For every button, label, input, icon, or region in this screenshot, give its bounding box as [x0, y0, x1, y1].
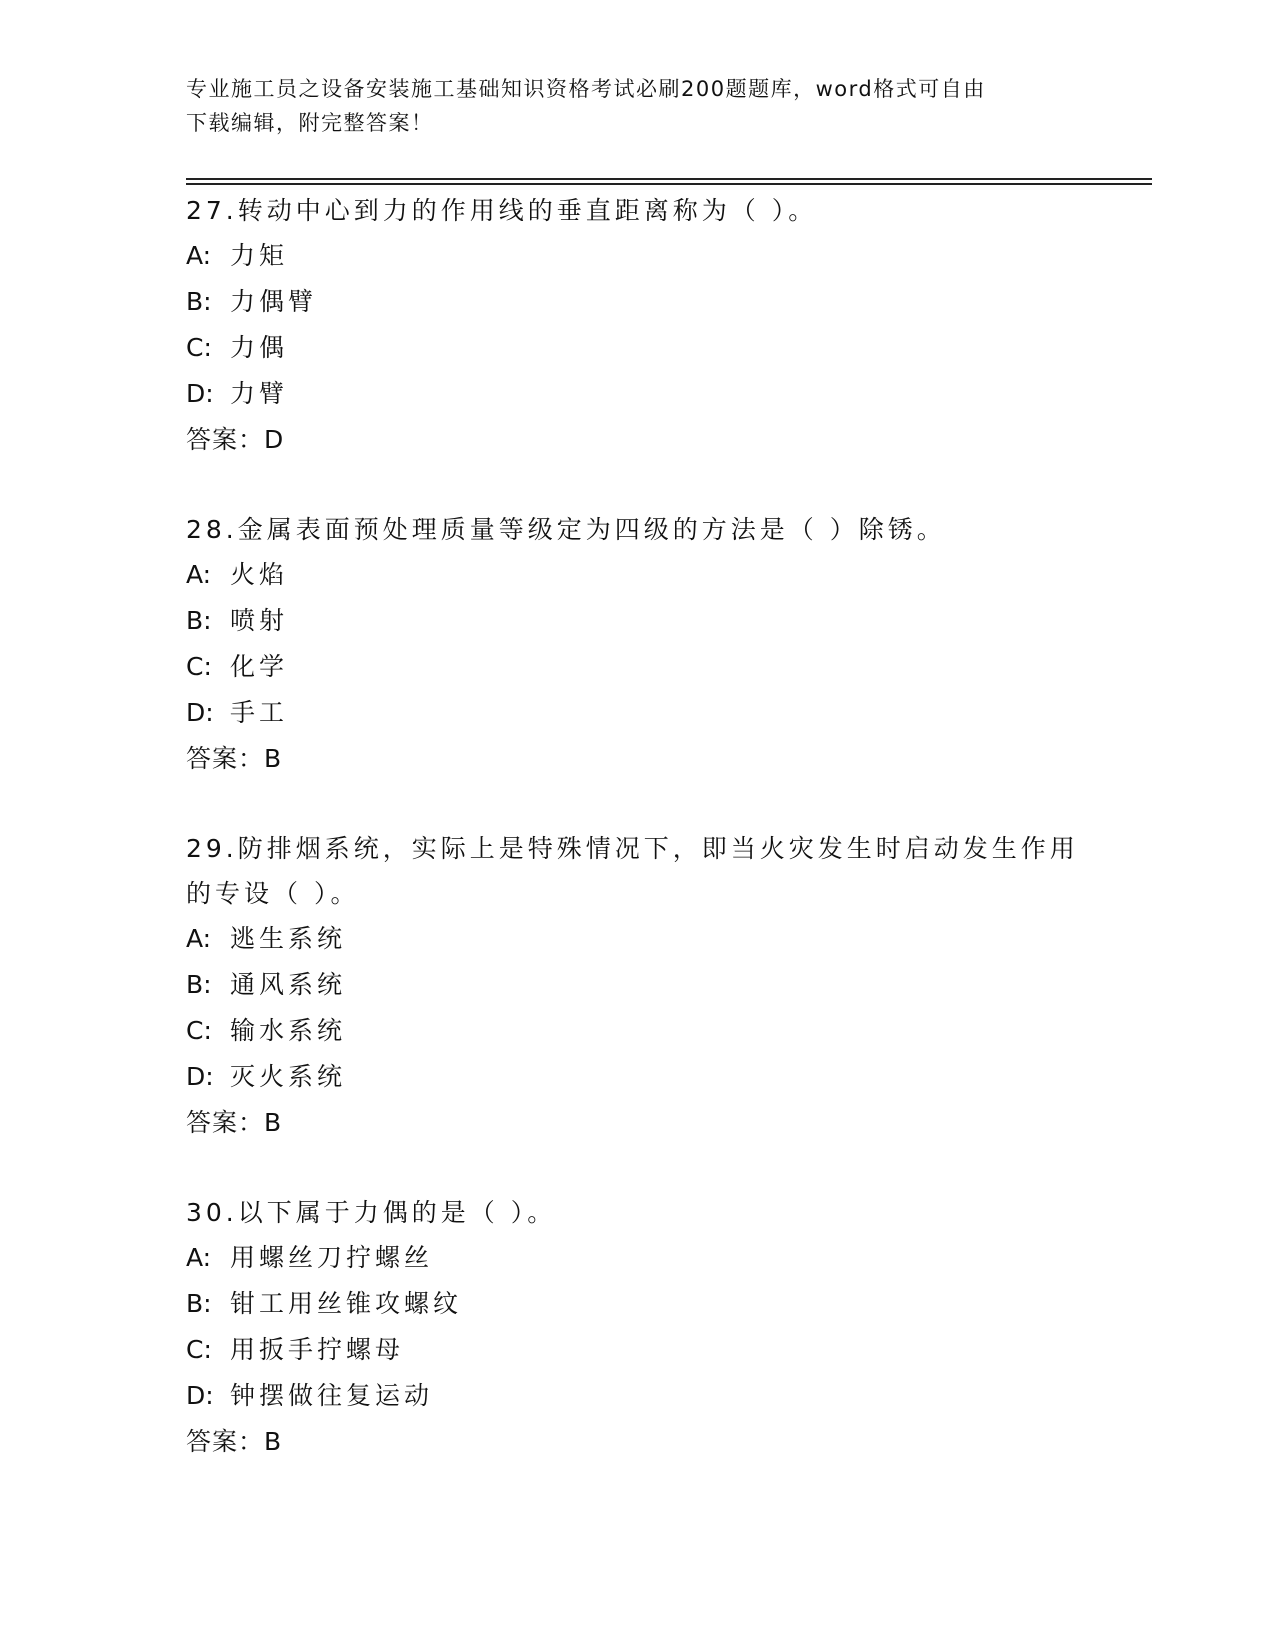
- answer-line: 答案：D: [186, 425, 285, 454]
- question-29: [186, 826, 1086, 1146]
- option-key: B:: [186, 287, 212, 316]
- option-text: 力偶臂: [230, 287, 318, 316]
- document-header: [186, 72, 1086, 140]
- option-text: 力矩: [230, 241, 289, 270]
- option-d: [186, 690, 1086, 736]
- option-key: C:: [186, 1335, 212, 1364]
- option-d: [186, 371, 1086, 417]
- option-b: [186, 279, 1086, 325]
- option-d: [186, 1373, 1086, 1419]
- option-c: [186, 325, 1086, 371]
- option-key: A:: [186, 241, 212, 270]
- option-b: [186, 962, 1086, 1008]
- option-text: 手工: [230, 698, 289, 727]
- question-text-continued: 的专设（ ）。: [186, 879, 360, 908]
- question-text: 27.转动中心到力的作用线的垂直距离称为（ ）。: [186, 196, 818, 225]
- header-divider-bottom: [186, 183, 1152, 185]
- option-key: C:: [186, 333, 212, 362]
- header-line-1: 专业施工员之设备安装施工基础知识资格考试必刷200题题库，word格式可自由: [186, 77, 986, 101]
- option-b: [186, 1281, 1086, 1327]
- header-divider-top: [186, 178, 1152, 180]
- header-line-2: 下载编辑，附完整答案！: [186, 111, 434, 135]
- option-key: D:: [186, 1381, 214, 1410]
- option-key: D:: [186, 379, 214, 408]
- option-key: A:: [186, 1243, 212, 1272]
- option-text: 钟摆做往复运动: [230, 1381, 434, 1410]
- option-text: 灭火系统: [230, 1062, 347, 1091]
- option-c: [186, 1327, 1086, 1373]
- answer-line: 答案：B: [186, 744, 283, 773]
- option-text: 用螺丝刀拧螺丝: [230, 1243, 434, 1272]
- answer-line: 答案：B: [186, 1108, 283, 1137]
- option-text: 力偶: [230, 333, 289, 362]
- option-key: A:: [186, 560, 212, 589]
- option-key: C:: [186, 1016, 212, 1045]
- question-text: 29.防排烟系统，实际上是特殊情况下，即当火灾发生时启动发生作用: [186, 834, 1079, 863]
- option-key: B:: [186, 1289, 212, 1318]
- option-text: 用扳手拧螺母: [230, 1335, 405, 1364]
- option-b: [186, 598, 1086, 644]
- answer-line: 答案：B: [186, 1427, 283, 1456]
- question-text: 30.以下属于力偶的是（ ）。: [186, 1198, 557, 1227]
- option-text: 输水系统: [230, 1016, 347, 1045]
- option-a: [186, 233, 1086, 279]
- option-key: B:: [186, 606, 212, 635]
- option-key: B:: [186, 970, 212, 999]
- option-key: D:: [186, 698, 214, 727]
- option-text: 火焰: [230, 560, 289, 589]
- option-text: 钳工用丝锥攻螺纹: [230, 1289, 463, 1318]
- question-text: 28.金属表面预处理质量等级定为四级的方法是（ ）除锈。: [186, 515, 946, 544]
- option-key: C:: [186, 652, 212, 681]
- option-d: [186, 1054, 1086, 1100]
- option-a: [186, 552, 1086, 598]
- option-c: [186, 644, 1086, 690]
- option-key: D:: [186, 1062, 214, 1091]
- question-28: [186, 507, 1086, 782]
- option-c: [186, 1008, 1086, 1054]
- option-key: A:: [186, 924, 212, 953]
- option-text: 通风系统: [230, 970, 347, 999]
- option-text: 逃生系统: [230, 924, 347, 953]
- option-a: [186, 1235, 1086, 1281]
- question-27: [186, 188, 1086, 463]
- option-text: 喷射: [230, 606, 289, 635]
- question-30: [186, 1190, 1086, 1465]
- option-a: [186, 916, 1086, 962]
- option-text: 力臂: [230, 379, 289, 408]
- option-text: 化学: [230, 652, 289, 681]
